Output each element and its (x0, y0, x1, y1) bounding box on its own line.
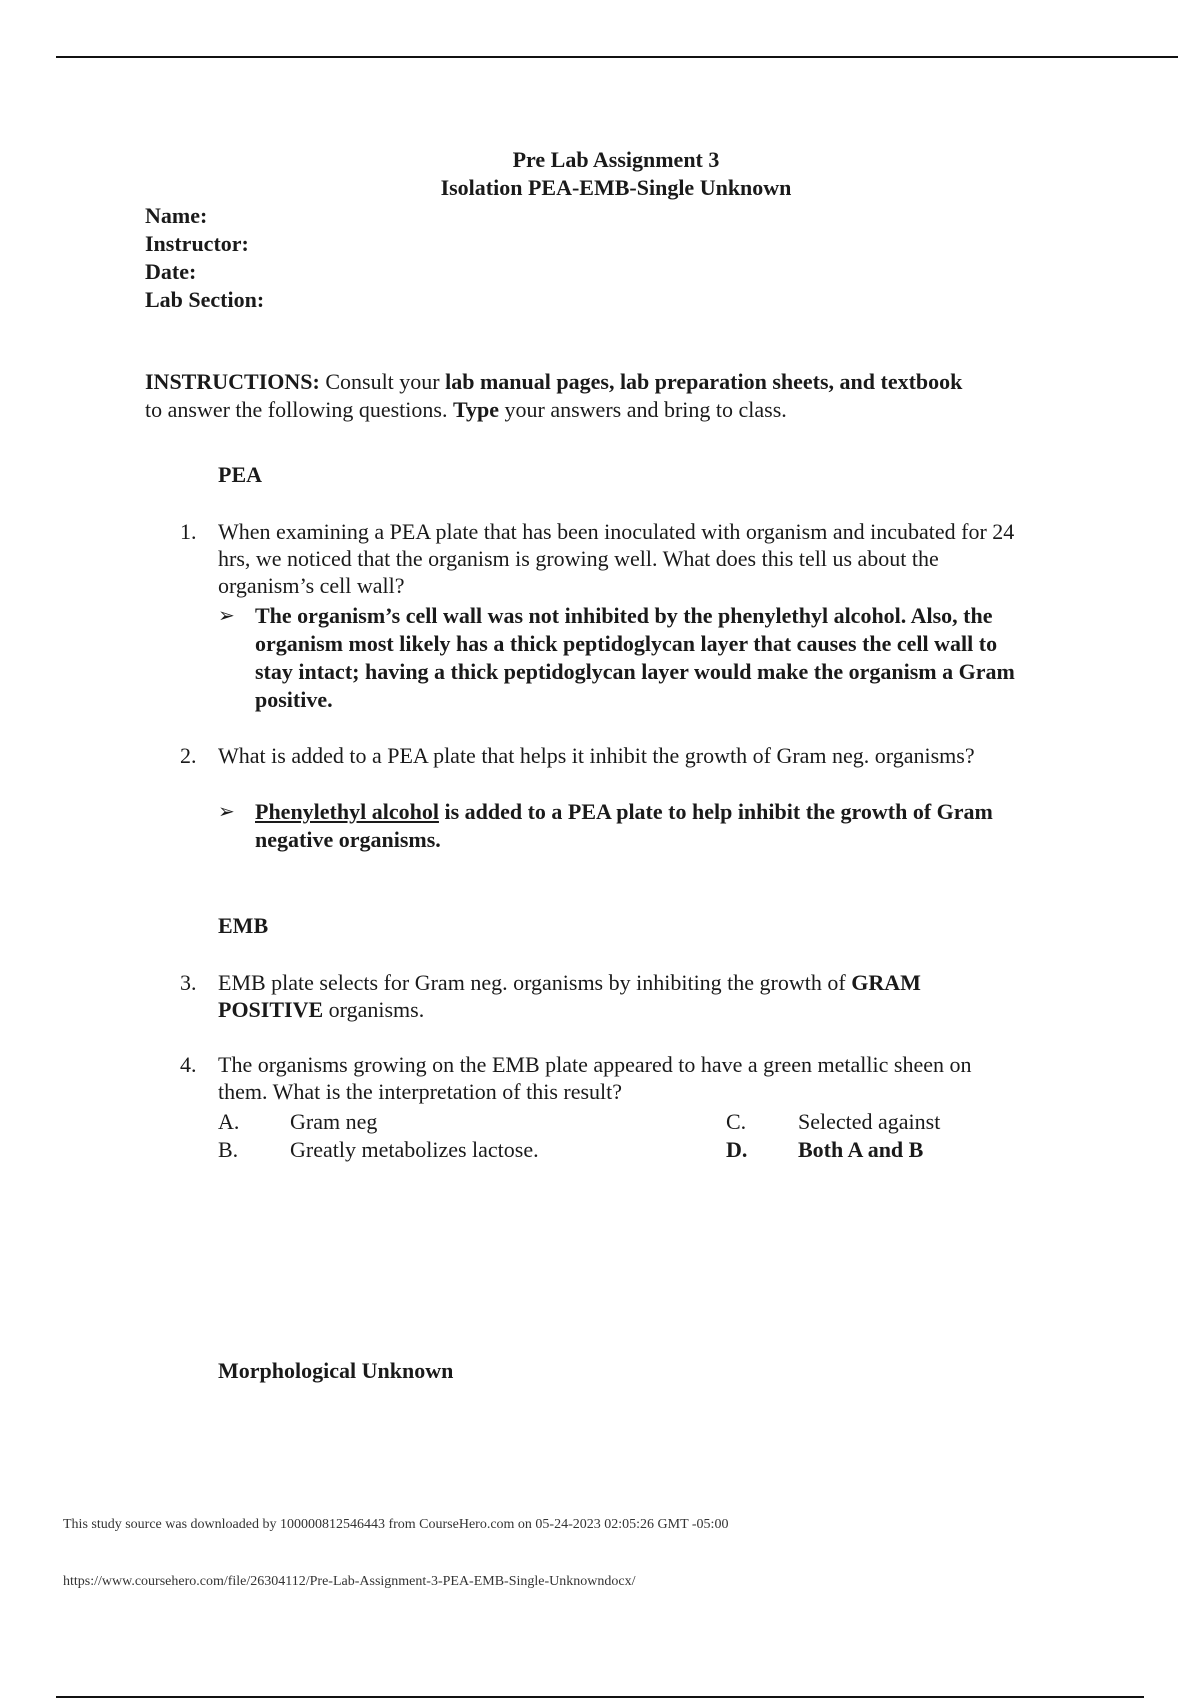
date-field: Date: (145, 259, 197, 284)
option-letter: B. (218, 1137, 239, 1162)
section-heading-morphological: Morphological Unknown (218, 1358, 454, 1383)
option-letter: D. (726, 1137, 748, 1162)
instructor-field: Instructor: (145, 231, 249, 256)
lab-section-field: Lab Section: (145, 287, 265, 312)
answer-rest: is added to a PEA plate to help inhibit the growth of Gram negative organisms. (255, 799, 993, 852)
arrow-bullet-icon: ➢ (218, 801, 235, 823)
question-text: The organisms growing on the EMB plate appeared to have a green metallic sheen on them. What is the interpretation of this result? (218, 1052, 972, 1104)
question-text (218, 969, 1018, 1023)
option-letter: A. (218, 1109, 240, 1134)
document-title: Pre Lab Assignment 3 (512, 147, 720, 172)
instructions-text-1: Consult your (319, 369, 446, 394)
instructions-paragraph (145, 368, 975, 424)
source-url: https://www.coursehero.com/file/26304112/Pre-Lab-Assignment-3-PEA-EMB-Single-Unknowndocx/ (63, 1574, 636, 1589)
option-letter: C. (726, 1109, 747, 1134)
answer-underlined: Phenylethyl alcohol (255, 799, 439, 824)
question-text: What is added to a PEA plate that helps it inhibit the growth of Gram neg. organisms? (218, 743, 975, 768)
section-heading-pea: PEA (218, 462, 262, 487)
answer-text (255, 798, 1015, 854)
question-text-end: organisms. (323, 997, 425, 1022)
instructions-text-2: to answer the following questions. (145, 397, 453, 422)
download-notice: This study source was downloaded by 100000812546443 from CourseHero.com on 05-24-2023 02:05:26 GMT -05:00 (63, 1517, 729, 1532)
section-heading-emb: EMB (218, 913, 269, 938)
option-text: Selected against (798, 1109, 941, 1134)
question-number: 1. (180, 519, 197, 544)
instructions-label: INSTRUCTIONS: (145, 369, 320, 394)
arrow-bullet-icon: ➢ (218, 605, 235, 627)
instructions-text-3: your answers and bring to class. (499, 397, 787, 422)
top-rule (56, 56, 1178, 58)
question-text-start: EMB plate selects for Gram neg. organisms by inhibiting the growth of (218, 970, 852, 995)
name-field: Name: (145, 203, 208, 228)
question-number: 3. (180, 970, 197, 995)
question-text-bold: GRAM POSITIVE (218, 970, 921, 1022)
question-text: When examining a PEA plate that has been inoculated with organism and incubated for 24 hrs, we noticed that the organism is growing well. What does this tell us about the organism’s cell wall? (218, 519, 1015, 598)
answer-text: The organism’s cell wall was not inhibited by the phenylethyl alcohol. Also, the organism most likely has a thick peptidoglycan layer that causes the cell wall to stay intact; having a thick peptidoglycan layer would make the organism a Gram positive. (255, 603, 1015, 712)
document-subtitle: Isolation PEA-EMB-Single Unknown (440, 175, 792, 200)
instructions-bold-2: Type (452, 397, 500, 422)
bottom-rule (56, 1696, 1144, 1698)
option-text: Gram neg (290, 1109, 378, 1134)
instructions-bold-1: lab manual pages, lab preparation sheets, and textbook (445, 369, 963, 394)
option-text: Greatly metabolizes lactose. (290, 1137, 539, 1162)
option-text: Both A and B (798, 1137, 924, 1162)
question-number: 4. (180, 1052, 197, 1077)
question-number: 2. (180, 743, 197, 768)
